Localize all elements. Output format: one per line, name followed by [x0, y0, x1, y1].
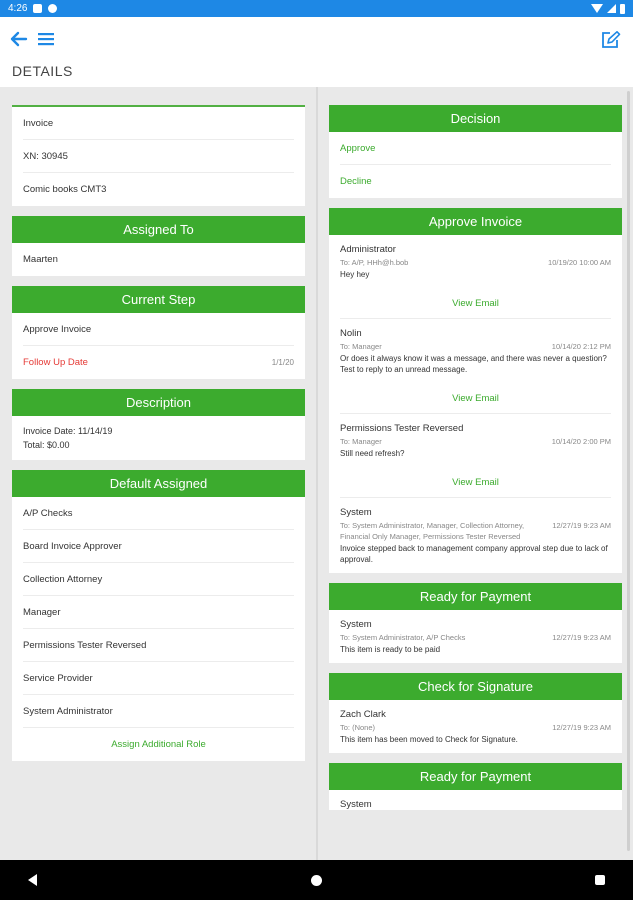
message-time: 12/27/19 9:23 AM [552, 723, 611, 732]
message-time: 10/14/20 2:00 PM [551, 437, 611, 446]
message-body: Hey hey [340, 270, 370, 279]
message-item [329, 700, 622, 753]
message-from-link[interactable]: Permissions Tester Reversed [340, 423, 464, 434]
approve-invoice-card [329, 208, 622, 573]
message-item [329, 235, 622, 288]
summary-card [12, 105, 305, 206]
ready-for-payment-card [329, 583, 622, 663]
list-item[interactable] [12, 629, 305, 662]
approve-row [329, 132, 622, 165]
summary-vendor [12, 173, 305, 206]
message-to: To: Manager [340, 342, 382, 351]
list-item[interactable] [12, 530, 305, 563]
list-item[interactable] [12, 662, 305, 695]
approve-button[interactable]: Approve [340, 142, 376, 154]
status-bar [0, 0, 633, 17]
decline-button[interactable]: Decline [340, 176, 372, 187]
approve-invoice-header: Approve Invoice [329, 208, 622, 235]
check-for-signature-header: Check for Signature [329, 673, 622, 700]
follow-up-date: 1/1/20 [271, 358, 294, 367]
summary-type [12, 107, 305, 140]
message-to: To: Manager [340, 437, 382, 446]
list-item-label: Collection Attorney [23, 573, 103, 585]
message-item [329, 498, 622, 573]
list-item[interactable] [12, 596, 305, 629]
assigned-to-card [12, 216, 305, 276]
list-item-label: System Administrator [23, 705, 113, 717]
list-item-label: Board Invoice Approver [23, 540, 122, 552]
description-line-1: Invoice Date: 11/14/19 [23, 426, 113, 436]
message-item [329, 319, 622, 383]
decision-card [329, 105, 622, 198]
ready-for-payment-header-2: Ready for Payment [329, 763, 622, 790]
back-triangle-icon[interactable] [28, 874, 37, 886]
arrow-left-icon[interactable] [10, 31, 28, 52]
app-bar [0, 17, 633, 87]
ready-for-payment-card-2 [329, 763, 622, 810]
list-item[interactable] [12, 695, 305, 728]
view-email-button[interactable]: View Email [340, 288, 611, 319]
description-header: Description [12, 389, 305, 416]
check-for-signature-card [329, 673, 622, 753]
content-area [0, 87, 633, 860]
description-line-2: Total: $0.00 [23, 440, 70, 450]
follow-up-label: Follow Up Date [23, 357, 88, 368]
message-to: To: (None) [340, 723, 376, 732]
message-from: System [340, 619, 372, 630]
summary-vendor-text: Comic books CMT3 [23, 184, 107, 195]
message-from: Zach Clark [340, 709, 386, 720]
assign-role-row [12, 728, 305, 761]
message-from: System [340, 799, 372, 810]
wifi-icon [591, 4, 603, 13]
home-circle-icon[interactable] [311, 875, 322, 886]
default-assigned-card [12, 470, 305, 761]
follow-up-row[interactable] [12, 346, 305, 379]
battery-icon [620, 4, 625, 14]
message-from: Administrator [340, 244, 396, 255]
system-nav-bar [0, 860, 633, 900]
message-item [329, 414, 622, 467]
list-item-label: Service Provider [23, 672, 93, 684]
view-email-button[interactable]: View Email [340, 383, 611, 414]
message-to: To: A/P, HHh@h.bob [340, 258, 409, 267]
message-body: Or does it always know it was a message, and there was never a question? Test to reply to an unread message. [340, 354, 607, 374]
hamburger-icon[interactable] [38, 32, 54, 51]
summary-type-text: Invoice [23, 117, 54, 129]
default-assigned-header: Default Assigned [12, 470, 305, 497]
column-divider [316, 87, 318, 860]
message-item [329, 790, 622, 810]
status-time: 4:26 [8, 3, 28, 14]
message-time: 10/19/20 10:00 AM [548, 258, 611, 267]
description-card [12, 389, 305, 460]
current-step-name: Approve Invoice [23, 323, 92, 335]
edit-icon[interactable] [601, 31, 621, 54]
current-step-row [12, 313, 305, 346]
recents-square-icon[interactable] [595, 875, 605, 885]
summary-number [12, 140, 305, 173]
left-column [12, 105, 305, 771]
message-from: System [340, 507, 372, 518]
assign-additional-role-button[interactable]: Assign Additional Role [111, 739, 206, 750]
message-to: To: System Administrator, A/P Checks [340, 633, 466, 642]
list-item-label: Manager [23, 606, 61, 618]
view-email-button[interactable]: View Email [340, 467, 611, 498]
current-step-card [12, 286, 305, 379]
current-step-header: Current Step [12, 286, 305, 313]
summary-number-text: XN: 30945 [23, 150, 68, 162]
message-body: This item has been moved to Check for Signature. [340, 735, 518, 744]
page-title: DETAILS [12, 63, 73, 79]
list-item[interactable] [12, 563, 305, 596]
list-item[interactable] [12, 497, 305, 530]
ready-for-payment-header: Ready for Payment [329, 583, 622, 610]
decision-header: Decision [329, 105, 622, 132]
assigned-to-row[interactable] [12, 243, 305, 276]
assigned-to-name: Maarten [23, 254, 58, 265]
list-item-label: Permissions Tester Reversed [23, 639, 147, 651]
description-body [12, 416, 305, 460]
message-body: Invoice stepped back to management company approval step due to lack of approval. [340, 544, 608, 564]
message-time: 10/14/20 2:12 PM [551, 342, 611, 351]
list-item-label: A/P Checks [23, 507, 73, 519]
message-time: 12/27/19 9:23 AM [552, 633, 611, 642]
decline-row [329, 165, 622, 198]
message-from: Nolin [340, 328, 362, 339]
message-body: Still need refresh? [340, 449, 405, 458]
message-item [329, 610, 622, 663]
sim-icon [33, 4, 42, 13]
sync-icon [48, 4, 57, 13]
right-column [329, 105, 622, 820]
signal-icon [607, 4, 616, 13]
message-time: 12/27/19 9:23 AM [552, 521, 611, 530]
scrollbar[interactable] [627, 91, 630, 851]
message-to: To: System Administrator, Manager, Collection Attorney, Financial Only Manager, Permissions Tester Reversed [340, 521, 525, 541]
assigned-to-header: Assigned To [12, 216, 305, 243]
message-body: This item is ready to be paid [340, 645, 441, 654]
